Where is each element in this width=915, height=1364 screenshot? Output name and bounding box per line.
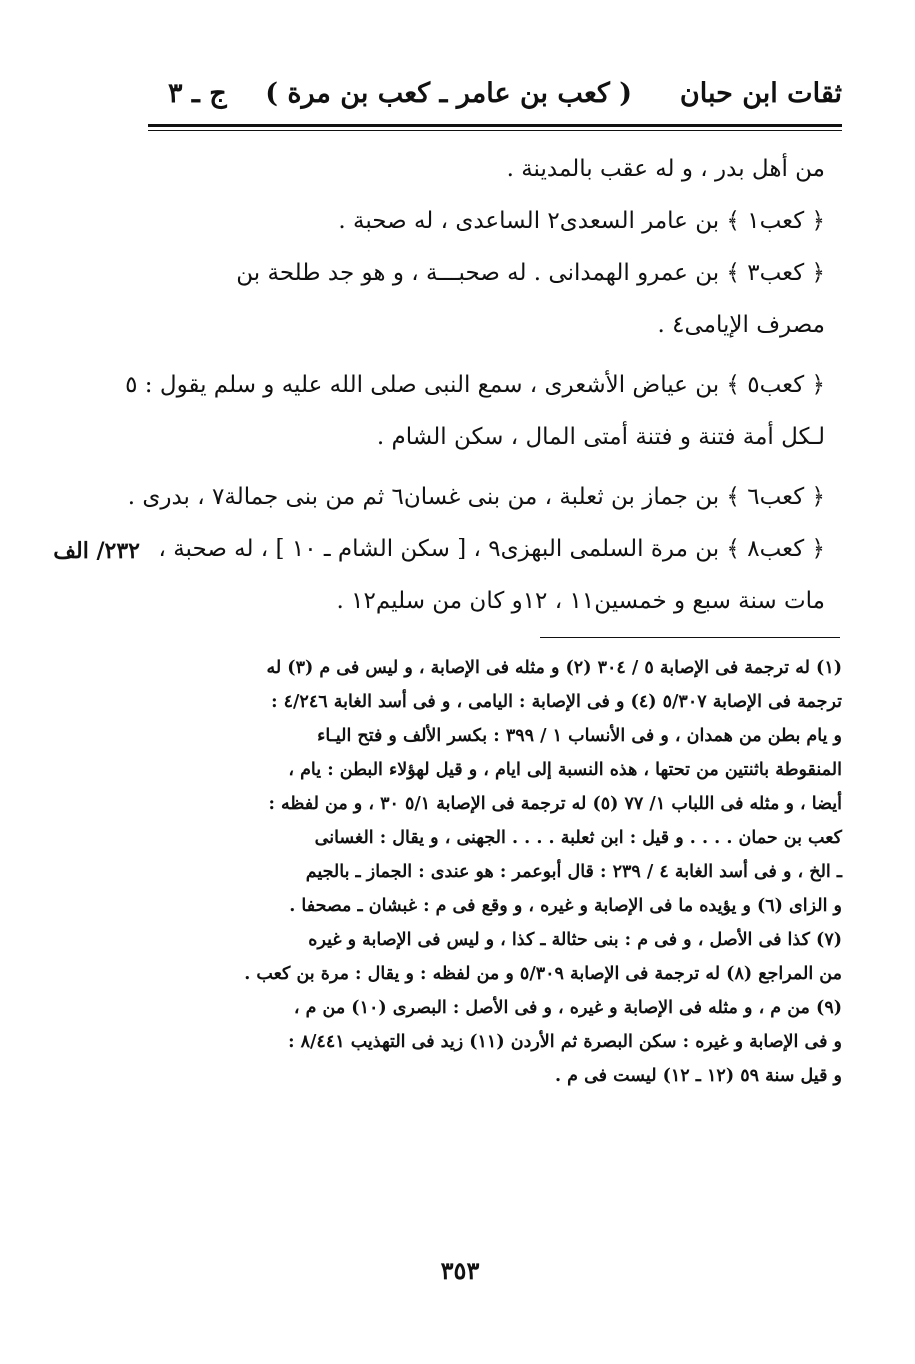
text-line: ﴿ كعب١ ﴾ بن عامر السعدى٢ الساعدى ، له صحبة . xyxy=(338,208,825,234)
footnote-line: و الزاى (٦) و يؤيده ما فى الإصابة و غيره ، و وقع فى م : غبشان ـ مصحفا . xyxy=(289,896,842,916)
footnote-line: المنقوطة باثنتين من تحتها ، هذه النسبة إلى ايام ، و قيل لهؤلاء البطن : يام ، xyxy=(288,760,842,780)
text-line: ﴿ كعب٦ ﴾ بن جماز بن ثعلبة ، من بنى غسان٦ ثم من بنى جمالة٧ ، بدرى . xyxy=(127,484,825,510)
text-line: ﴿ كعب٣ ﴾ بن عمرو الهمدانى . له صحبـــة ، و هو جد طلحة بن xyxy=(236,260,825,286)
main-text xyxy=(125,146,825,630)
header-rule-thin xyxy=(148,130,842,131)
text-line: مات سنة سبع و خمسين١١ ، ١٢و كان من سليم١٢ . xyxy=(336,588,825,614)
page-number: ٣٥٣ xyxy=(440,1256,480,1285)
footnote-line: (٩) من م ، و مثله فى الإصابة و غيره ، و فى الأصل : البصرى (١٠) من م ، xyxy=(293,998,842,1018)
volume-number: ج ـ ٣ xyxy=(168,78,227,109)
text-line: مصرف الإيامى٤ . xyxy=(657,312,825,338)
footnote-line: أيضا ، و مثله فى اللباب ١/ ٧٧ (٥) له ترجمة فى الإصابة ٥/١ ٣٠ ، و من لفظه : xyxy=(268,794,842,814)
footnotes xyxy=(158,652,842,1094)
footnote-line: من المراجع (٨) له ترجمة فى الإصابة ٥/٣٠٩ و من لفظه : و يقال : مرة بن كعب . xyxy=(244,964,842,984)
footnote-line: (٧) كذا فى الأصل ، و فى م : بنى حثالة ـ كذا ، و ليس فى الإصابة و غيره xyxy=(308,930,842,950)
footnote-line: و يام بطن من همدان ، و فى الأنساب ١ / ٣٩٩ : بكسر الألف و فتح اليـاء xyxy=(317,726,842,746)
footnote-line: (١) له ترجمة فى الإصابة ٥ / ٣٠٤ (٢) و مثله فى الإصابة ، و ليس فى م (٣) له xyxy=(266,658,842,678)
footnote-separator xyxy=(540,637,840,638)
footnote-line: ترجمة فى الإصابة ٥/٣٠٧ (٤) و فى الإصابة : اليامى ، و فى أسد الغابة ٤/٢٤٦ : xyxy=(271,692,842,712)
header-rule xyxy=(148,124,842,127)
book-title: ثقات ابن حبان xyxy=(679,78,842,109)
footnote-line: كعب بن حمان . . . . و قيل : ابن ثعلبة . . . . الجهنى ، و يقال : الغسانى xyxy=(314,828,842,848)
margin-folio-note: ٢٣٢/ الف xyxy=(53,538,140,564)
footnote-line: و قيل سنة ٥٩ (١٢ ـ ١٢) ليست فى م . xyxy=(554,1066,842,1086)
footnote-line: و فى الإصابة و غيره : سكن البصرة ثم الأردن (١١) زيد فى التهذيب ٨/٤٤١ : xyxy=(288,1032,842,1052)
text-line: لـكل أمة فتنة و فتنة أمتى المال ، سكن الشام . xyxy=(376,424,825,450)
entry-range: ( كعب بن عامر ـ كعب بن مرة ) xyxy=(265,78,632,109)
text-line: ﴿ كعب٨ ﴾ بن مرة السلمى البهزى٩ ، [ سكن الشام ـ ١٠ ] ، له صحبة ، xyxy=(158,536,825,562)
text-line: من أهل بدر ، و له عقب بالمدينة . xyxy=(506,156,825,182)
text-line: ﴿ كعب٥ ﴾ بن عياض الأشعرى ، سمع النبى صلى الله عليه و سلم يقول : ٥ xyxy=(125,372,825,398)
running-header xyxy=(150,78,842,122)
footnote-line: ـ الخ ، و فى أسد الغابة ٤ / ٢٣٩ : قال أبوعمر : هو عندى : الجماز ـ بالجيم xyxy=(305,862,842,882)
